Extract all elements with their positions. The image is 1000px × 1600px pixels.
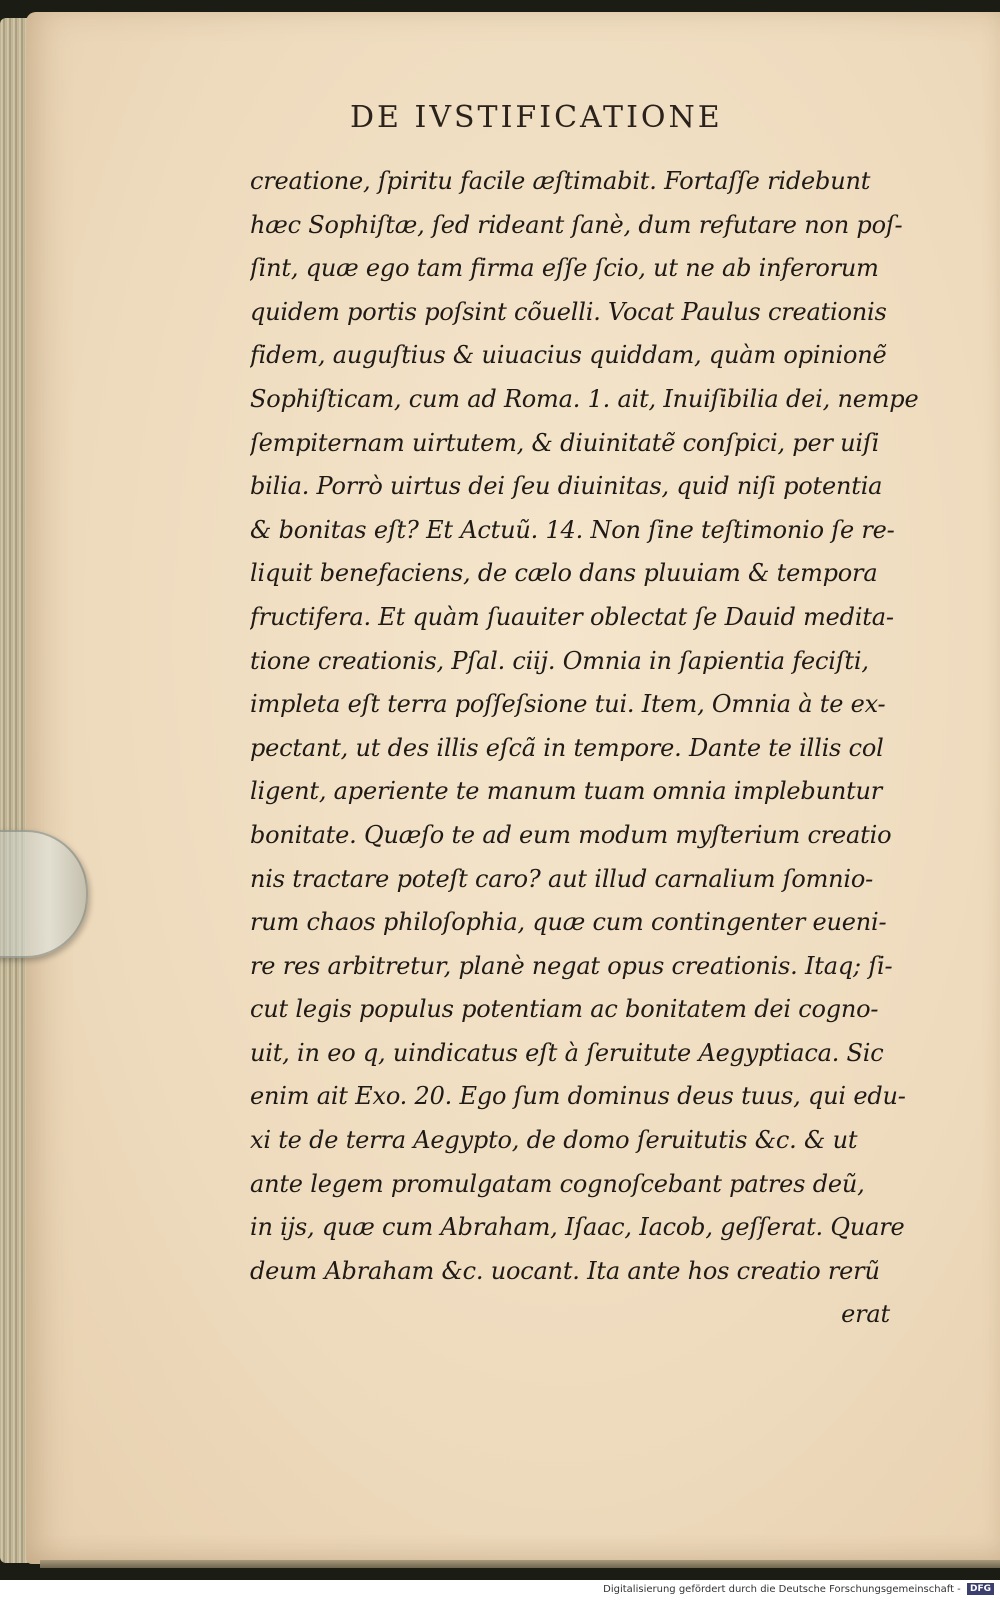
text-block — [250, 160, 950, 1337]
page-bottom-edge — [40, 1560, 1000, 1568]
text-line: cut legis populus potentiam ac bonitatem dei cogno- — [250, 995, 879, 1024]
catchword: erat — [841, 1300, 890, 1329]
text-line: bonitate. Quæſo te ad eum modum myſterium creatio — [250, 820, 892, 849]
text-line: creatione, ſpiritu facile æſtimabit. Fortaſſe ridebunt — [250, 167, 871, 195]
text-line: pectant, ut des illis eſcã in tempore. Dante te illis col — [250, 733, 884, 762]
text-line: rum chaos philoſophia, quæ cum contingenter eueni- — [250, 908, 887, 937]
digitization-footer — [0, 1580, 1000, 1600]
text-line: ligent, aperiente te manum tuam omnia implebuntur — [250, 777, 883, 806]
text-line: ante legem promulgatam cognoſcebant patres deũ, — [250, 1169, 865, 1198]
text-line: bilia. Porrò uirtus dei ſeu diuinitas, quid niſi potentia — [250, 472, 883, 501]
dfg-logo: DFG — [967, 1583, 994, 1595]
text-line: fructifera. Et quàm ſuauiter oblectat ſe Dauid medita- — [250, 602, 894, 631]
text-line: fidem, auguſtius & uiuacius quiddam, quàm opinionẽ — [250, 341, 887, 370]
text-line: enim ait Exo. 20. Ego ſum dominus deus tuus, qui edu- — [250, 1082, 906, 1111]
text-line: ſint, quæ ego tam firma eſſe ſcio, ut ne ab inferorum — [250, 254, 879, 283]
text-line: & bonitas eſt? Et Actuũ. 14. Non ſine teſtimonio ſe re- — [250, 515, 895, 544]
footer-text: Digitalisierung gefördert durch die Deutsche Forschungsgemeinschaft - — [603, 1584, 961, 1595]
text-line: liquit benefaciens, de cælo dans pluuiam & tempora — [250, 559, 878, 588]
text-line: deum Abraham &c. uocant. Ita ante hos creatio rerũ — [250, 1256, 880, 1285]
running-head: DE IVSTIFICATIONE — [350, 100, 723, 135]
text-line: re res arbitretur, planè negat opus creationis. Itaq; ſi- — [250, 951, 893, 980]
text-line: hæc Sophiſtæ, ſed rideant ſanè, dum refutare non poſ- — [250, 210, 903, 239]
text-line: impleta eſt terra poſſeſsione tui. Item, Omnia à te ex- — [250, 690, 886, 719]
text-line: nis tractare poteſt caro? aut illud carnalium ſomnio- — [250, 864, 874, 893]
text-line: uit, in eo q, uindicatus eſt à ſeruitute Aegyptiaca. Sic — [250, 1038, 884, 1067]
text-line: Sophiſticam, cum ad Roma. 1. ait, Inuiſibilia dei, nempe — [250, 384, 919, 413]
text-line: in ijs, quæ cum Abraham, Iſaac, Iacob, geſſerat. Quare — [250, 1213, 905, 1242]
text-line: quidem portis poſsint cõuelli. Vocat Paulus creationis — [250, 297, 887, 326]
text-line: ſempiternam uirtutem, & diuinitatẽ conſpici, per uiſi — [250, 428, 880, 457]
text-line: xi te de terra Aegypto, de domo ſeruitutis &c. & ut — [250, 1126, 858, 1155]
text-line: tione creationis, Pſal. ciij. Omnia in ſapientia feciſti, — [250, 646, 869, 675]
